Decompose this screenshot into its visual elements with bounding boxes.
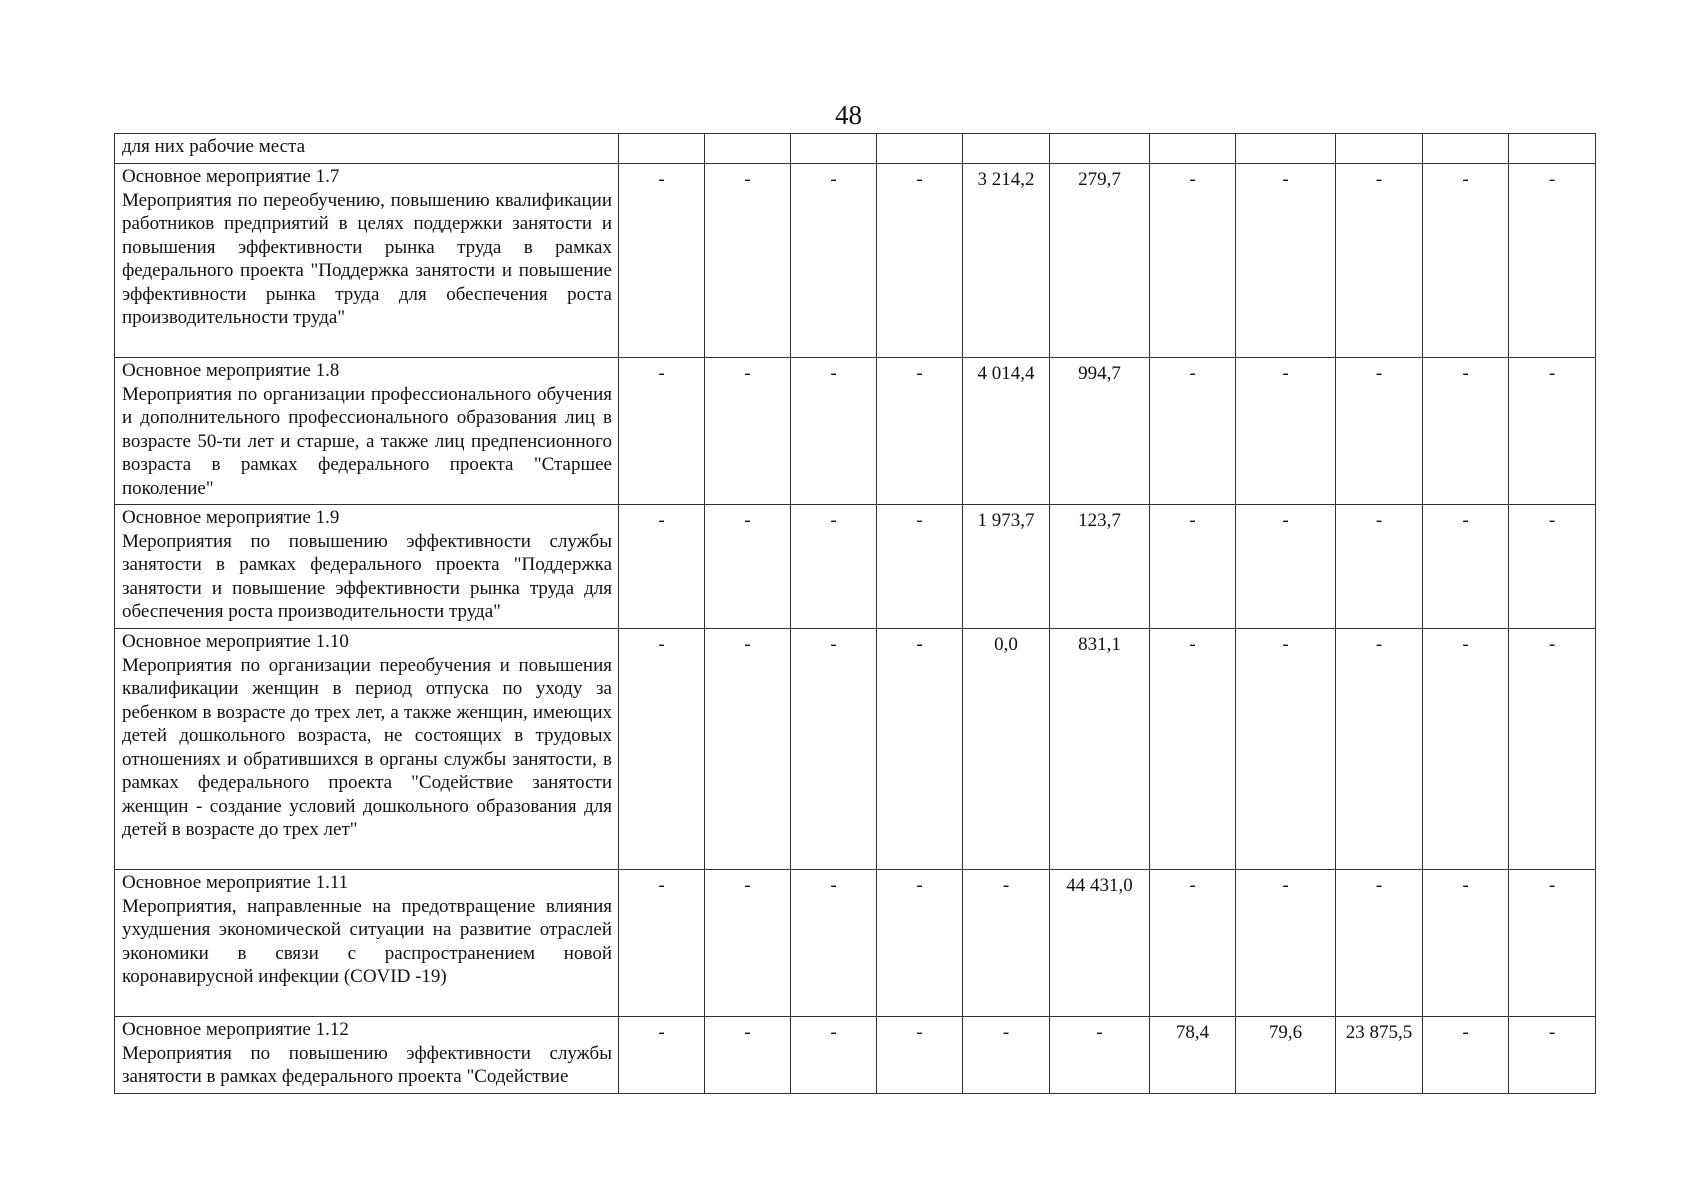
value-cell: - (619, 164, 705, 358)
activity-description-cell (115, 629, 619, 870)
value-cell: - (1236, 358, 1336, 505)
value-cell: - (791, 1017, 877, 1094)
activity-title: Основное мероприятие 1.10 (122, 631, 349, 652)
activity-text: для них рабочие места (122, 136, 306, 157)
program-activities-table (114, 133, 1596, 1094)
value-cell: - (619, 870, 705, 1017)
value-cell: 1 973,7 (963, 505, 1050, 629)
value-cell: 994,7 (1050, 358, 1150, 505)
activity-description-cell (115, 164, 619, 358)
activity-title: Основное мероприятие 1.12 (122, 1019, 349, 1040)
value-cell: - (1336, 870, 1423, 1017)
value-cell: - (1423, 358, 1509, 505)
value-cell: - (1150, 629, 1236, 870)
value-cell: 79,6 (1236, 1017, 1336, 1094)
value-cell: - (1336, 164, 1423, 358)
value-cell: - (1150, 870, 1236, 1017)
value-cell: - (1236, 505, 1336, 629)
value-cell: - (705, 629, 791, 870)
value-cell: - (791, 164, 877, 358)
activity-text: Мероприятия по организации переобучения и повышения квалификации женщин в период отпуска по уходу за ребенком в возрасте до трех лет, а также женщин, имеющих детей дошкольного возраста, не состоящих в трудовых отношениях и обратившихся в органы службы занятости, в рамках федерального проекта "Содействие занятости женщин - создание условий дошкольного образования для детей в возрасте до трех лет" (122, 654, 612, 840)
value-cell: - (1336, 358, 1423, 505)
table-row (115, 1017, 1596, 1094)
value-cell: - (1423, 164, 1509, 358)
value-cell: - (705, 1017, 791, 1094)
value-cell (1050, 134, 1150, 164)
table-row (115, 134, 1596, 164)
activity-description-cell (115, 870, 619, 1017)
value-cell (877, 134, 963, 164)
value-cell: 3 214,2 (963, 164, 1050, 358)
value-cell: 23 875,5 (1336, 1017, 1423, 1094)
value-cell: 279,7 (1050, 164, 1150, 358)
value-cell: 44 431,0 (1050, 870, 1150, 1017)
value-cell: - (1509, 870, 1596, 1017)
value-cell: - (1150, 358, 1236, 505)
value-cell (1509, 134, 1596, 164)
table-row (115, 358, 1596, 505)
value-cell: - (1236, 164, 1336, 358)
value-cell: - (1509, 629, 1596, 870)
activity-text: Мероприятия, направленные на предотвращение влияния ухудшения экономической ситуации на развитие отраслей экономики в связи с распространением новой коронавирусной инфекции (COVID -19) (122, 895, 612, 987)
value-cell: - (877, 629, 963, 870)
value-cell: - (705, 164, 791, 358)
value-cell: 4 014,4 (963, 358, 1050, 505)
value-cell: - (1423, 1017, 1509, 1094)
value-cell: - (963, 870, 1050, 1017)
value-cell: - (619, 358, 705, 505)
table-row (115, 870, 1596, 1017)
page-number: 48 (835, 100, 862, 130)
value-cell: - (791, 505, 877, 629)
value-cell: 0,0 (963, 629, 1050, 870)
activity-text: Мероприятия по повышению эффективности службы занятости в рамках федерального проекта "Содействие (122, 1042, 612, 1087)
value-cell (1236, 134, 1336, 164)
activity-title: Основное мероприятие 1.9 (122, 507, 340, 528)
value-cell: - (1423, 629, 1509, 870)
value-cell: - (1509, 1017, 1596, 1094)
activity-description-cell (115, 505, 619, 629)
value-cell: - (877, 870, 963, 1017)
value-cell: - (619, 629, 705, 870)
value-cell: - (1423, 870, 1509, 1017)
value-cell: - (705, 505, 791, 629)
value-cell: - (1336, 505, 1423, 629)
value-cell: - (791, 870, 877, 1017)
value-cell: - (1150, 164, 1236, 358)
value-cell: - (1236, 870, 1336, 1017)
value-cell: - (1509, 358, 1596, 505)
value-cell: - (1423, 505, 1509, 629)
activity-title: Основное мероприятие 1.11 (122, 872, 349, 893)
value-cell: - (877, 505, 963, 629)
activity-title: Основное мероприятие 1.7 (122, 166, 340, 187)
value-cell: - (877, 358, 963, 505)
value-cell (963, 134, 1050, 164)
value-cell: - (1150, 505, 1236, 629)
value-cell: 831,1 (1050, 629, 1150, 870)
value-cell: - (619, 1017, 705, 1094)
value-cell: - (619, 505, 705, 629)
value-cell: - (791, 358, 877, 505)
value-cell (1423, 134, 1509, 164)
value-cell: - (877, 1017, 963, 1094)
value-cell: - (705, 870, 791, 1017)
value-cell (619, 134, 705, 164)
table-body (115, 134, 1596, 1094)
value-cell: - (791, 629, 877, 870)
value-cell: - (963, 1017, 1050, 1094)
value-cell: - (1509, 505, 1596, 629)
value-cell: - (1509, 164, 1596, 358)
value-cell (1336, 134, 1423, 164)
table-row (115, 629, 1596, 870)
table-row (115, 164, 1596, 358)
activity-text: Мероприятия по организации профессионального обучения и дополнительного профессионального образования лиц в возрасте 50-ти лет и старше, а также лиц предпенсионного возраста в рамках федерального проекта "Старшее поколение" (122, 383, 612, 499)
value-cell: - (877, 164, 963, 358)
activity-description-cell (115, 1017, 619, 1094)
table-row (115, 505, 1596, 629)
value-cell: 123,7 (1050, 505, 1150, 629)
activity-text: Мероприятия по повышению эффективности службы занятости в рамках федерального проекта "Поддержка занятости и повышение эффективности рынка труда для обеспечения роста производительности труда" (122, 530, 612, 622)
value-cell (705, 134, 791, 164)
activity-text: Мероприятия по переобучению, повышению квалификации работников предприятий в целях поддержки занятости и повышения эффективности рынка труда в рамках федерального проекта "Поддержка занятости и повышение эффективности рынка труда для обеспечения роста производительности труда" (122, 189, 612, 328)
activity-description-cell (115, 358, 619, 505)
value-cell (791, 134, 877, 164)
value-cell: - (1336, 629, 1423, 870)
value-cell: - (705, 358, 791, 505)
activity-title: Основное мероприятие 1.8 (122, 360, 340, 381)
value-cell: 78,4 (1150, 1017, 1236, 1094)
value-cell: - (1236, 629, 1336, 870)
value-cell: - (1050, 1017, 1150, 1094)
value-cell (1150, 134, 1236, 164)
activity-description-cell (115, 134, 619, 164)
